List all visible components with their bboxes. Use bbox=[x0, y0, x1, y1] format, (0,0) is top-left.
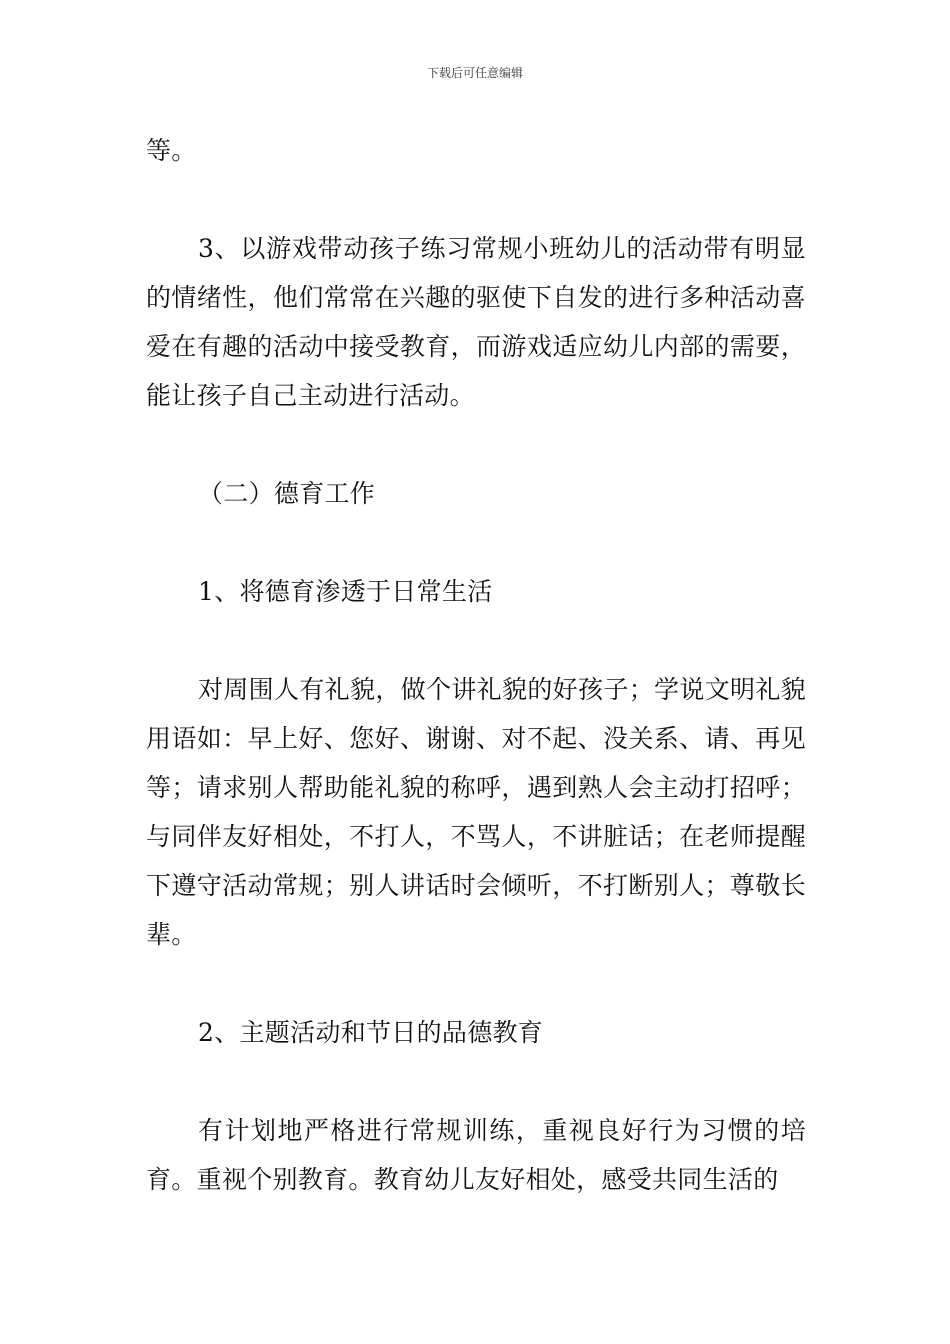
page-header: 下载后可任意编辑 bbox=[426, 66, 523, 80]
paragraph-manners: 对周围人有礼貌，做个讲礼貌的好孩子；学说文明礼貌用语如：早上好、您好、谢谢、对不起、没关系、请、再见等；请求别人帮助能礼貌的称呼，遇到熟人会主动打招呼；与同伴友好相处，不打人，不骂人，不讲脏话；在老师提醒下遵守活动常规；别人讲话时会倾听，不打断别人；尊敬长辈。 bbox=[146, 675, 806, 949]
paragraph-gap bbox=[146, 616, 806, 665]
paragraph-item-3-games: 3、以游戏带动孩子练习常规小班幼儿的活动带有明显的情绪性，他们常常在兴趣的驱使下自发的进行多种活动喜爱在有趣的活动中接受教育，而游戏适应幼儿内部的需要，能让孩子自己主动进行活动。 bbox=[146, 234, 806, 410]
paragraph-gap bbox=[146, 175, 806, 224]
paragraph-routine-training: 有计划地严格进行常规训练，重视良好行为习惯的培育。重视个别教育。教育幼儿友好相处，感受共同生活的 bbox=[146, 1116, 806, 1194]
document-body bbox=[146, 126, 806, 1204]
paragraph-gap bbox=[146, 1057, 806, 1106]
subheading-item-1: 1、将德育渗透于日常生活 bbox=[198, 577, 493, 606]
paragraph-gap bbox=[146, 959, 806, 1008]
subheading-item-2: 2、主题活动和节日的品德教育 bbox=[198, 1018, 544, 1047]
paragraph-gap bbox=[146, 420, 806, 469]
section-heading-moral-education: （二）德育工作 bbox=[198, 479, 376, 508]
paragraph-gap bbox=[146, 518, 806, 567]
paragraph-continuation: 等。 bbox=[146, 136, 197, 165]
